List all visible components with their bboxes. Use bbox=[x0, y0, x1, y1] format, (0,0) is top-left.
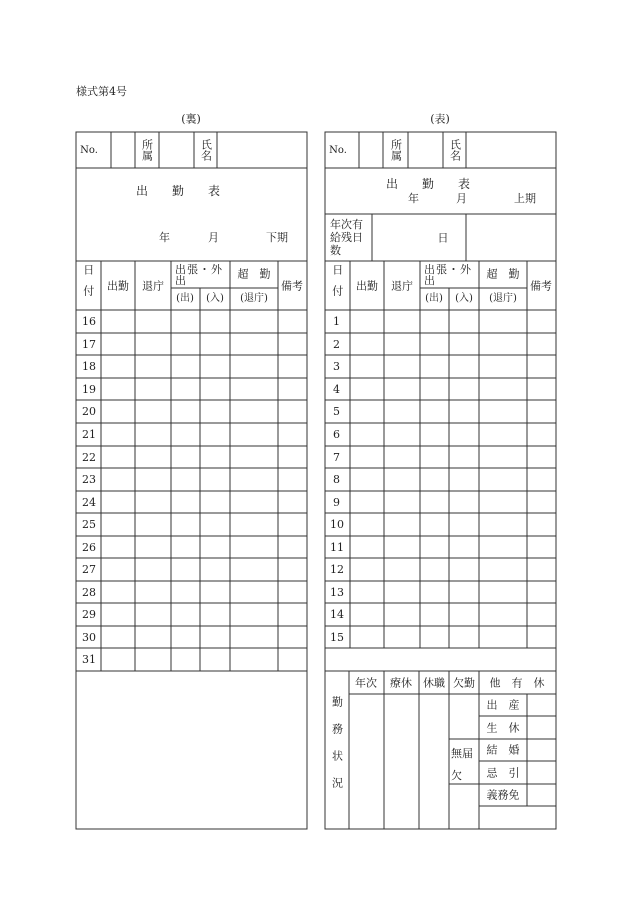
front-affiliation-label: 所属 bbox=[389, 139, 403, 161]
front-day-cell: 3 bbox=[333, 360, 340, 373]
front-status-col: 療休 bbox=[390, 676, 412, 690]
front-day-cell: 9 bbox=[333, 496, 340, 509]
back-col-leave: 退庁 bbox=[142, 279, 164, 293]
front-col-leave: 退庁 bbox=[391, 279, 413, 293]
back-day-cell: 26 bbox=[82, 541, 96, 554]
back-name-label: 氏名 bbox=[199, 139, 213, 161]
front-col-overtime: 超 勤 bbox=[486, 267, 520, 281]
front-day-cell: 8 bbox=[333, 473, 340, 486]
front-status-col: 年次 bbox=[355, 676, 377, 690]
back-title: 出 勤 表 bbox=[136, 184, 221, 198]
front-year-label: 年 bbox=[408, 192, 419, 205]
front-period-label: 上期 bbox=[514, 192, 536, 205]
front-title: 出 勤 表 bbox=[386, 177, 471, 191]
back-affiliation-label: 所属 bbox=[140, 139, 154, 161]
back-col-remarks: 備考 bbox=[281, 279, 303, 293]
front-day-cell: 13 bbox=[330, 586, 344, 599]
back-day-cell: 27 bbox=[82, 563, 96, 576]
back-day-cell: 17 bbox=[82, 338, 96, 351]
front-leave-day-unit: 日 bbox=[437, 231, 449, 245]
back-day-cell: 19 bbox=[82, 383, 96, 396]
front-other-leave-item: 出 産 bbox=[486, 698, 520, 712]
back-day-cell: 24 bbox=[82, 496, 96, 509]
back-day-cell: 23 bbox=[82, 473, 96, 486]
back-day-cell: 30 bbox=[82, 631, 96, 644]
front-col-arrive: 出勤 bbox=[356, 279, 378, 293]
front-day-cell: 5 bbox=[333, 405, 340, 418]
back-period-label: 下期 bbox=[266, 231, 288, 244]
front-day-cell: 10 bbox=[330, 518, 344, 531]
front-col-remarks: 備考 bbox=[530, 279, 552, 293]
front-status-col: 欠勤 bbox=[453, 676, 475, 690]
back-day-cell: 25 bbox=[82, 518, 96, 531]
front-col-overtime-sub: (退庁) bbox=[489, 293, 517, 304]
front-other-leave-item: 生 休 bbox=[486, 721, 520, 735]
back-month-label: 月 bbox=[208, 231, 219, 244]
front-other-leave-item: 忌 引 bbox=[486, 766, 520, 780]
back-col-overtime-sub: (退庁) bbox=[240, 293, 268, 304]
front-month-label: 月 bbox=[456, 192, 467, 205]
front-col-trip: 出張・外 出 bbox=[424, 263, 484, 287]
back-col-overtime: 超 勤 bbox=[237, 267, 271, 281]
front-leave-remaining-label: 年次有給残日数 bbox=[330, 218, 363, 257]
back-day-cell: 21 bbox=[82, 428, 96, 441]
back-day-cell: 20 bbox=[82, 405, 96, 418]
front-name-label: 氏名 bbox=[448, 139, 462, 161]
back-day-cell: 31 bbox=[82, 653, 96, 666]
back-col-trip: 出張・外 出 bbox=[175, 263, 235, 287]
front-heading: (表) bbox=[430, 112, 450, 126]
front-col-trip-out: (出) bbox=[425, 293, 443, 304]
front-day-cell: 4 bbox=[333, 383, 340, 396]
back-heading: (裏) bbox=[181, 112, 201, 126]
back-day-cell: 16 bbox=[82, 315, 96, 328]
front-other-leave-item: 義務免 bbox=[486, 788, 520, 802]
back-day-cell: 29 bbox=[82, 608, 96, 621]
form-number: 様式第4号 bbox=[76, 85, 127, 98]
back-day-cell: 28 bbox=[82, 586, 96, 599]
back-day-cell: 18 bbox=[82, 360, 96, 373]
front-status-col: 休職 bbox=[423, 676, 445, 690]
front-status-col: 他 有 休 bbox=[489, 676, 545, 690]
front-day-cell: 12 bbox=[330, 563, 344, 576]
back-day-cell: 22 bbox=[82, 451, 96, 464]
front-absence-note: 無届欠 bbox=[451, 747, 473, 782]
front-day-cell: 6 bbox=[333, 428, 340, 441]
back-col-trip-in: (入) bbox=[206, 293, 224, 304]
front-day-cell: 7 bbox=[333, 451, 340, 464]
back-col-day: 日付 bbox=[81, 264, 95, 306]
back-no-label: No. bbox=[80, 145, 98, 156]
front-no-label: No. bbox=[329, 145, 347, 156]
front-status-label: 勤務状況 bbox=[330, 696, 344, 804]
front-other-leave-item: 結 婚 bbox=[486, 743, 520, 757]
back-year-label: 年 bbox=[159, 231, 170, 244]
back-col-arrive: 出勤 bbox=[107, 279, 129, 293]
front-day-cell: 1 bbox=[333, 315, 340, 328]
back-col-trip-out: (出) bbox=[176, 293, 194, 304]
front-col-day: 日付 bbox=[330, 264, 344, 306]
front-col-trip-in: (入) bbox=[455, 293, 473, 304]
front-day-cell: 15 bbox=[330, 631, 344, 644]
front-day-cell: 14 bbox=[330, 608, 344, 621]
front-day-cell: 2 bbox=[333, 338, 340, 351]
front-day-cell: 11 bbox=[330, 541, 344, 554]
